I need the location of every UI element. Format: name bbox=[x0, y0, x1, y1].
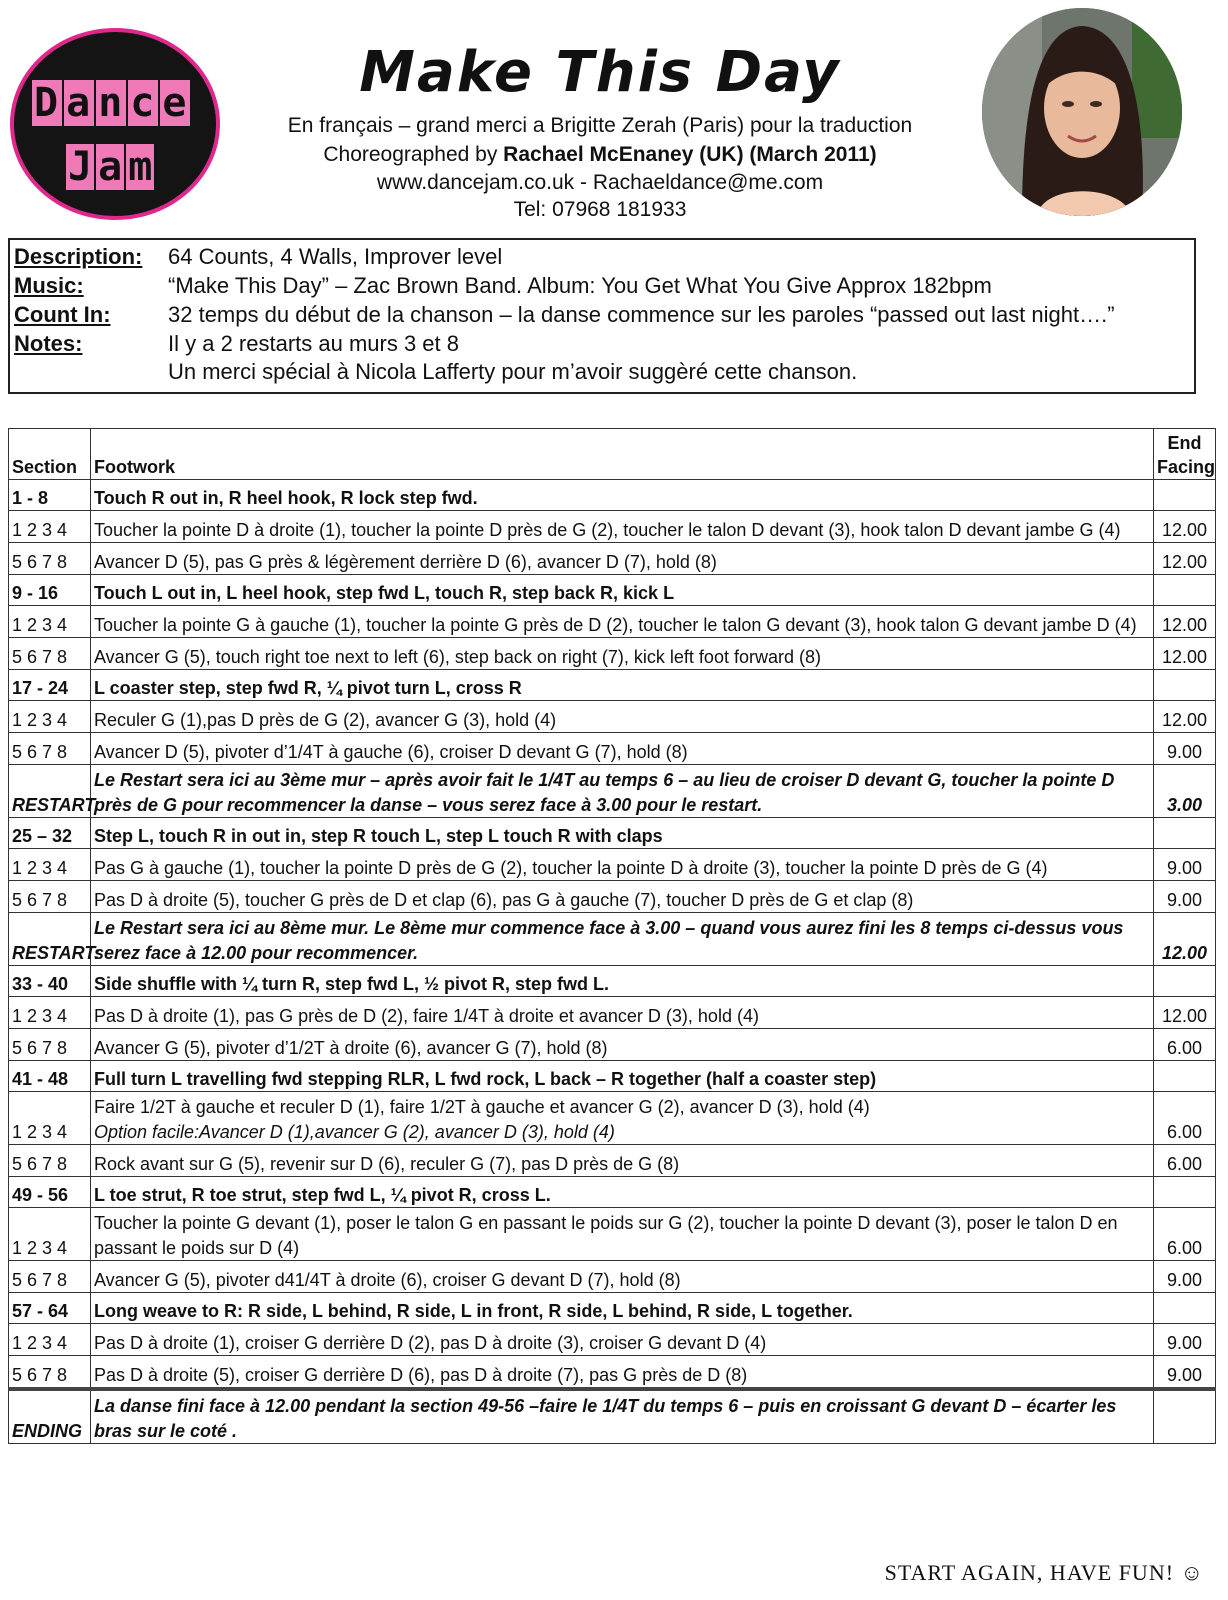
section-row: 1 - 8 Touch R out in, R heel hook, R lock step fwd. bbox=[9, 480, 1216, 511]
contact-phone: Tel: 07968 181933 bbox=[513, 198, 687, 221]
logo-word-jam: J a m bbox=[68, 144, 153, 190]
table-row: 1 2 3 4 Pas D à droite (1), pas G près de D (2), faire 1/4T à droite et avancer D (3), hold (4) 12.00 bbox=[9, 997, 1216, 1029]
ending-row: ENDING La danse fini face à 12.00 pendant la section 49-56 –faire le 1/4T du temps 6 – puis en croissant G devant D – écarter les bras sur le coté . bbox=[9, 1389, 1216, 1444]
music-label: Music: bbox=[14, 273, 84, 298]
section-row: 9 - 16 Touch L out in, L heel hook, step fwd L, touch R, step back R, kick L bbox=[9, 575, 1216, 606]
table-row: 1 2 3 4 Toucher la pointe D à droite (1), toucher la pointe D près de G (2), toucher le talon D devant (3), hook talon D devant jambe G (4) 12.00 bbox=[9, 511, 1216, 543]
table-header bbox=[9, 429, 1216, 480]
section-row: 41 - 48 Full turn L travelling fwd stepping RLR, L fwd rock, L back – R together (half a coaster step) bbox=[9, 1061, 1216, 1092]
header-section: Section bbox=[9, 429, 91, 480]
dance-jam-logo bbox=[10, 28, 220, 220]
table-row: 5 6 7 8 Rock avant sur G (5), revenir sur D (6), reculer G (7), pas D près de G (8) 6.00 bbox=[9, 1145, 1216, 1177]
table-row: 1 2 3 4 Toucher la pointe G à gauche (1), toucher la pointe G près de D (2), toucher le talon G devant (3), hook talon G devant jambe D (4) 12.00 bbox=[9, 606, 1216, 638]
step-sheet-table bbox=[8, 428, 1216, 1444]
translation-credit: En français – grand merci a Brigitte Zerah (Paris) pour la traduction bbox=[287, 114, 913, 137]
table-row: 5 6 7 8 Avancer D (5), pivoter d’1/4T à gauche (6), croiser D devant G (7), hold (8) 9.00 bbox=[9, 733, 1216, 765]
logo-word-dance: D a n c e bbox=[34, 80, 189, 126]
table-row: 1 2 3 4 Toucher la pointe G devant (1), poser le talon G en passant le poids sur G (2), toucher la pointe D devant (3), poser le talon D en passant le poids sur D (4) 6.00 bbox=[9, 1208, 1216, 1261]
choreographer-photo bbox=[982, 8, 1182, 216]
table-row: 1 2 3 4 Faire 1/2T à gauche et reculer D (1), faire 1/2T à gauche et avancer G (2), avancer D (3), hold (4) Option facile:Avancer D (1),avancer G (2), avancer D (3), hold (4) 6.00 bbox=[9, 1092, 1216, 1145]
header-footwork: Footwork bbox=[91, 429, 1154, 480]
music-value: “Make This Day” – Zac Brown Band. Album: You Get What You Give Approx 182bpm bbox=[168, 273, 992, 298]
contact-web-email: www.dancejam.co.uk - Rachaeldance@me.com bbox=[376, 171, 824, 194]
notes-label: Notes: bbox=[14, 331, 83, 356]
table-row: 1 2 3 4 Reculer G (1),pas D près de G (2), avancer G (3), hold (4) 12.00 bbox=[9, 701, 1216, 733]
description-value: 64 Counts, 4 Walls, Improver level bbox=[168, 244, 503, 269]
restart-note-row: RESTART: Le Restart sera ici au 8ème mur. Le 8ème mur commence face à 3.00 – quand vous aurez fini les 8 temps ci-dessus vous serez face à 12.00 pour recommencer. 12.00 bbox=[9, 913, 1216, 966]
description-label: Description: bbox=[14, 244, 143, 269]
table-row: 5 6 7 8 Avancer D (5), pas G près & légèrement derrière D (6), avancer D (7), hold (8) 12.00 bbox=[9, 543, 1216, 575]
table-row: 5 6 7 8 Pas D à droite (5), croiser G derrière D (6), pas D à droite (7), pas G près de D (8) 9.00 bbox=[9, 1356, 1216, 1390]
section-row: 57 - 64 Long weave to R: R side, L behind, R side, L in front, R side, L behind, R side, L together. bbox=[9, 1293, 1216, 1324]
restart-note-row: RESTART: Le Restart sera ici au 3ème mur – après avoir fait le 1/4T au temps 6 – au lieu de croiser D devant G, toucher la pointe D près de G pour recommencer la danse – vous serez face à 3.00 pour le restart. 3.00 bbox=[9, 765, 1216, 818]
notes-value-2: Un merci spécial à Nicola Lafferty pour m’avoir suggèré cette chanson. bbox=[168, 359, 858, 384]
table-row: 1 2 3 4 Pas D à droite (1), croiser G derrière D (2), pas D à droite (3), croiser G devant D (4) 9.00 bbox=[9, 1324, 1216, 1356]
description-box bbox=[8, 238, 1196, 394]
table-row: 1 2 3 4 Pas G à gauche (1), toucher la pointe D près de G (2), toucher la pointe D à droite (3), toucher la pointe D près de G (4) 9.00 bbox=[9, 849, 1216, 881]
section-row: 25 – 32 Step L, touch R in out in, step R touch L, step L touch R with claps bbox=[9, 818, 1216, 849]
count-in-value: 32 temps du début de la chanson – la danse commence sur les paroles “passed out last night….” bbox=[168, 302, 1115, 327]
table-row: 5 6 7 8 Pas D à droite (5), toucher G près de D et clap (6), pas G à gauche (7), toucher D près de G et clap (8) 9.00 bbox=[9, 881, 1216, 913]
table-row: 5 6 7 8 Avancer G (5), touch right toe next to left (6), step back on right (7), kick left foot forward (8) 12.00 bbox=[9, 638, 1216, 670]
footer-note: START AGAIN, HAVE FUN! ☺ bbox=[884, 1560, 1204, 1585]
section-row: 17 - 24 L coaster step, step fwd R, ¼ pivot turn L, cross R bbox=[9, 670, 1216, 701]
section-row: 49 - 56 L toe strut, R toe strut, step fwd L, ¼ pivot R, cross L. bbox=[9, 1177, 1216, 1208]
choreographer-line: Choreographed by Rachael McEnaney (UK) (March 2011) bbox=[323, 143, 877, 166]
dance-title: Make This Day bbox=[359, 40, 841, 105]
section-row: 33 - 40 Side shuffle with ¼ turn R, step fwd L, ½ pivot R, step fwd L. bbox=[9, 966, 1216, 997]
table-row: 5 6 7 8 Avancer G (5), pivoter d41/4T à droite (6), croiser G devant D (7), hold (8) 9.00 bbox=[9, 1261, 1216, 1293]
table-row: 5 6 7 8 Avancer G (5), pivoter d’1/2T à droite (6), avancer G (7), hold (8) 6.00 bbox=[9, 1029, 1216, 1061]
header-end-facing: End Facing bbox=[1154, 429, 1216, 480]
notes-value-1: Il y a 2 restarts au murs 3 et 8 bbox=[168, 331, 460, 356]
count-in-label: Count In: bbox=[14, 302, 111, 327]
